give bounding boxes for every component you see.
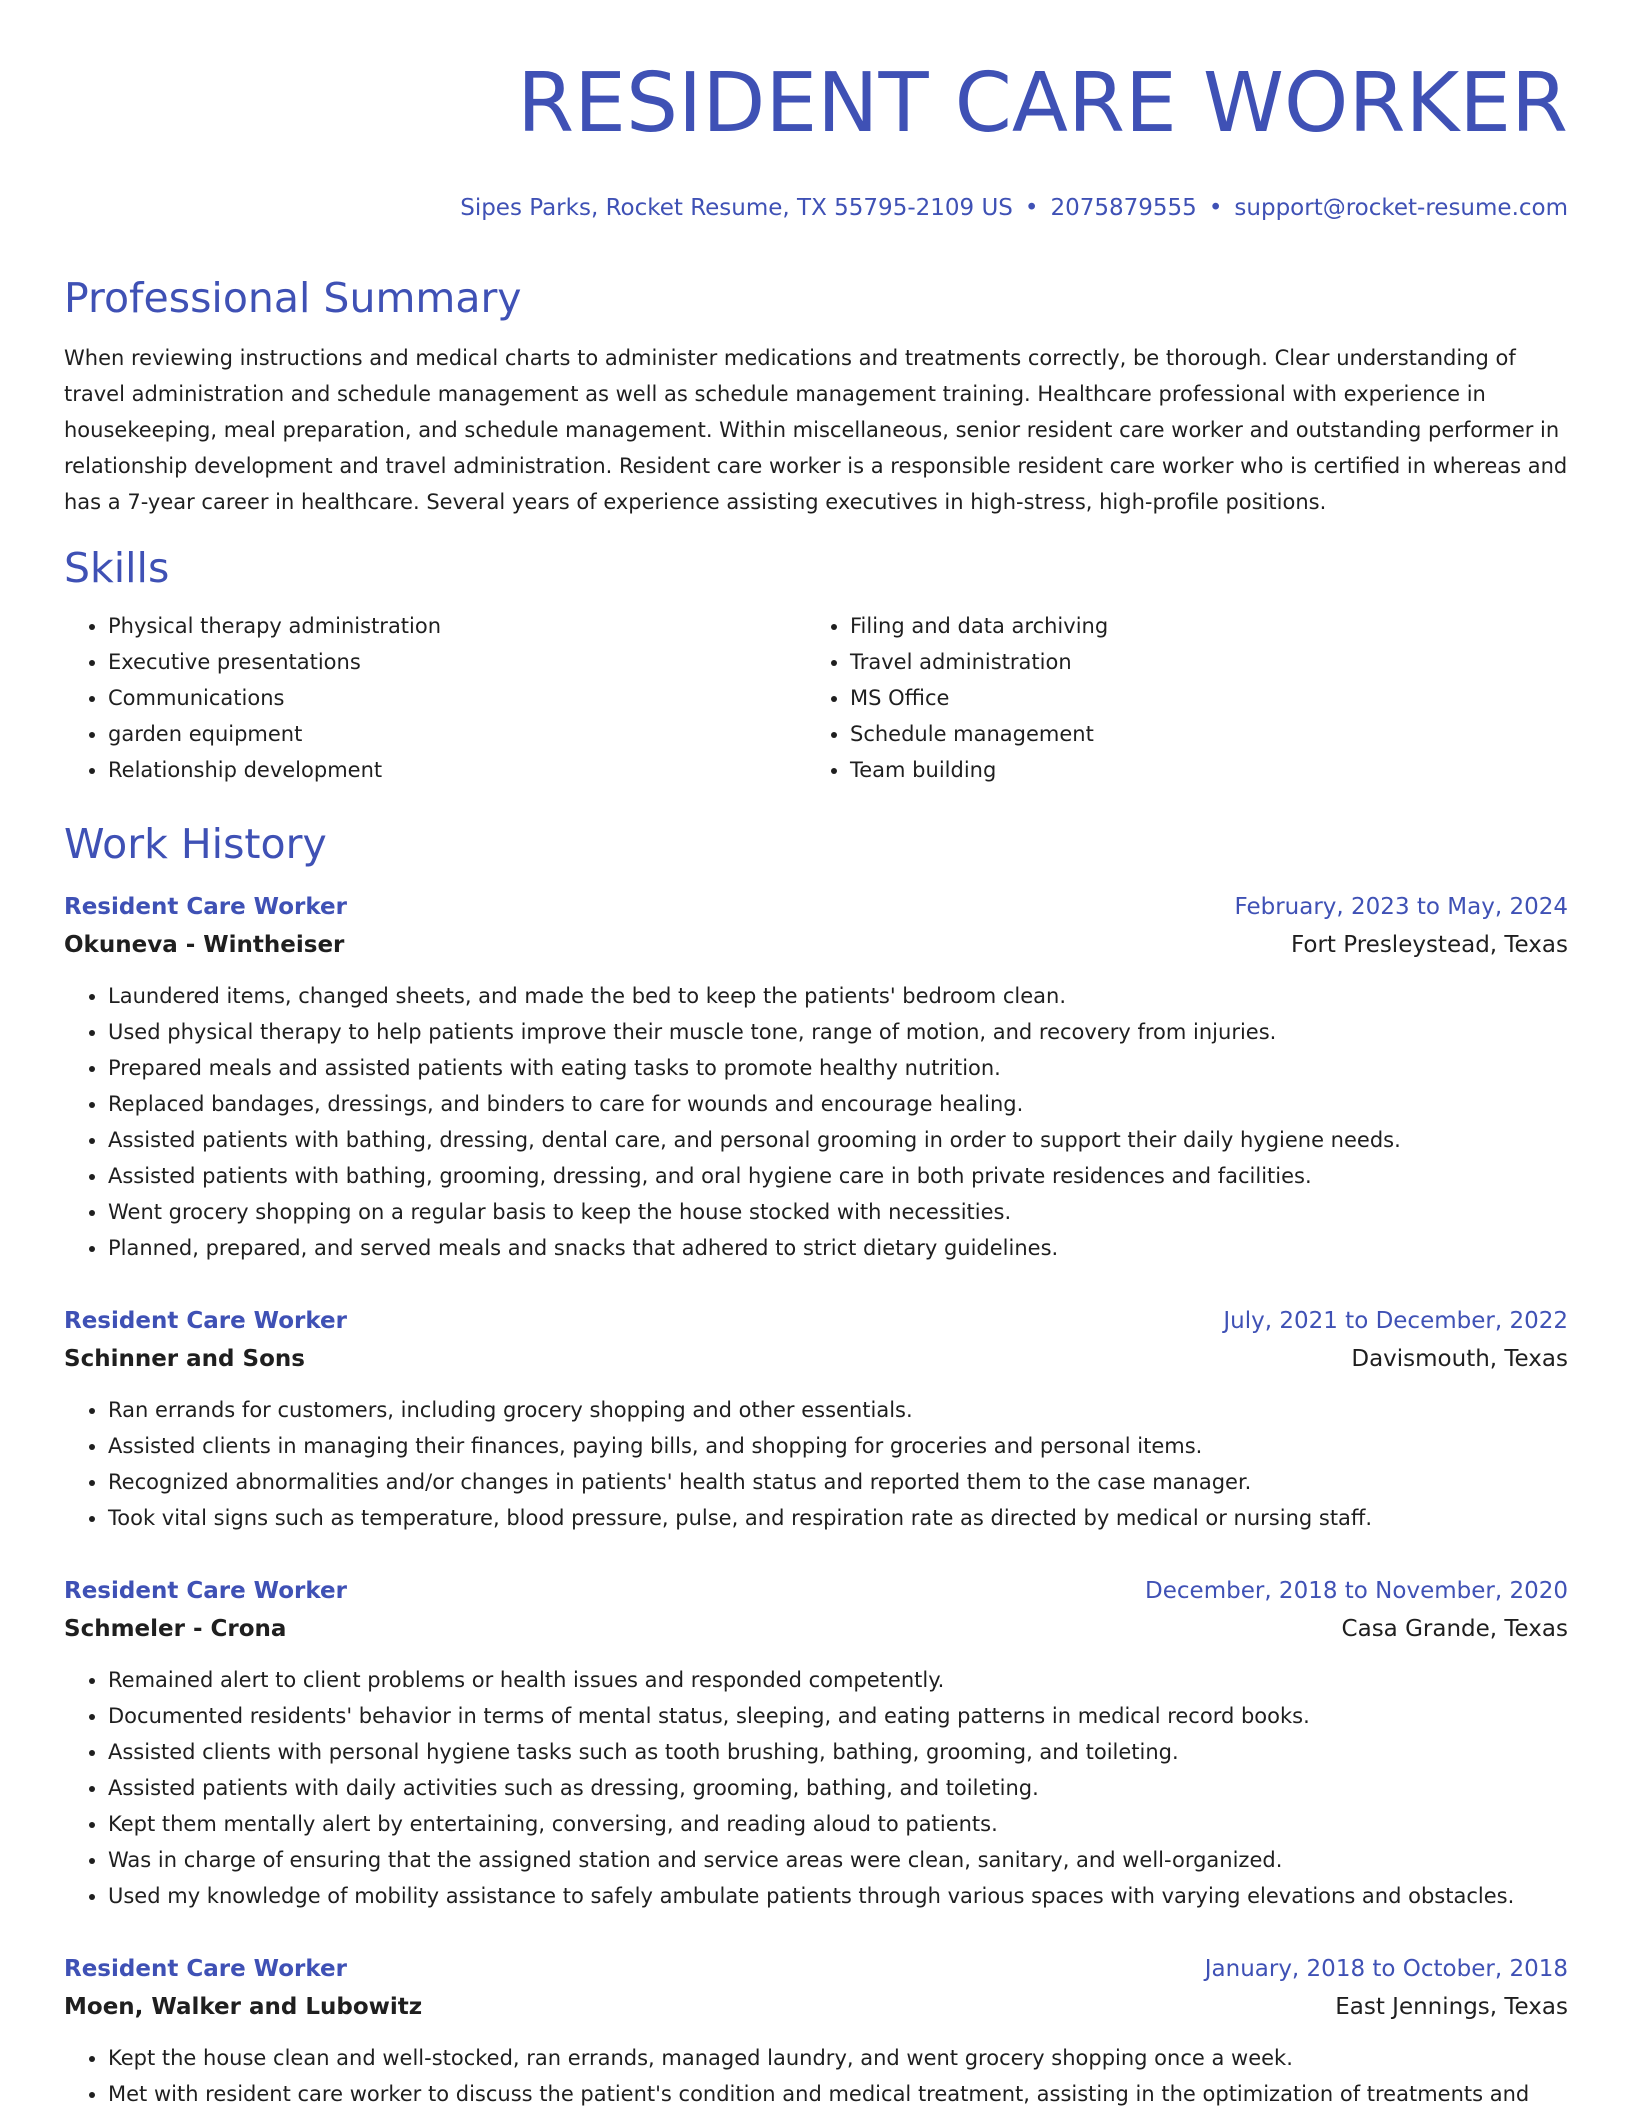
job-bullet: • Took vital signs such as temperature, blood pressure, pulse, and respiration rate as directed by medical or nursing staff. (108, 1500, 1568, 1536)
job-entry (64, 1302, 1568, 1536)
job-bullet: • Ran errands for customers, including grocery shopping and other essentials. (108, 1392, 1568, 1428)
job-company: Schmeler - Crona (64, 1616, 287, 1642)
summary-text: When reviewing instructions and medical charts to administer medications and treatments correctly, be thorough. Clear understanding of travel administration and schedule management as well as schedule management training. Healthcare professional with experience in housekeeping, meal preparation, and schedule management. Within miscellaneous, senior resident care worker and outstanding performer in relationship development and travel administration. Resident care worker is a responsible resident care worker who is certified in whereas and has a 7-year career in healthcare. Several years of experience assisting executives in high-stress, high-profile positions. (64, 346, 1568, 514)
skill-item: • garden equipment (108, 716, 806, 752)
job-bullet: • Planned, prepared, and served meals and snacks that adhered to strict dietary guidelines. (108, 1230, 1568, 1266)
job-header-row (64, 1572, 1568, 1610)
job-employer-row (64, 1610, 1568, 1648)
contact-line (64, 192, 1568, 224)
job-bullet: • Assisted patients with bathing, grooming, dressing, and oral hygiene care in both private residences and facilities. (108, 1158, 1568, 1194)
job-bullet: • Used physical therapy to help patients improve their muscle tone, range of motion, and recovery from injuries. (108, 1014, 1568, 1050)
job-location: Fort Presleystead, Texas (1290, 932, 1568, 958)
skill-item: • Schedule management (850, 716, 1548, 752)
skill-item: • Travel administration (850, 644, 1548, 680)
resume-name: RESIDENT CARE WORKER (517, 56, 1568, 151)
job-location: Casa Grande, Texas (1341, 1616, 1568, 1642)
contact-phone: 2075879555 (1050, 195, 1197, 221)
skills-list (64, 608, 1568, 788)
job-header-row (64, 1302, 1568, 1340)
job-bullets (64, 978, 1568, 1266)
job-bullet: • Prepared meals and assisted patients with eating tasks to promote healthy nutrition. (108, 1050, 1568, 1086)
job-bullet: • Documented residents' behavior in terms of mental status, sleeping, and eating patterns in medical record books. (108, 1698, 1568, 1734)
contact-separator: • (1208, 195, 1223, 221)
resume-page (64, 0, 1568, 2112)
skill-item: • MS Office (850, 680, 1548, 716)
job-bullet: • Laundered items, changed sheets, and made the bed to keep the patients' bedroom clean. (108, 978, 1568, 1014)
work-history-heading: Work History (64, 820, 327, 868)
job-employer-row (64, 926, 1568, 964)
job-bullet: • Went grocery shopping on a regular basis to keep the house stocked with necessities. (108, 1194, 1568, 1230)
job-company: Okuneva - Wintheiser (64, 932, 345, 958)
job-title: Resident Care Worker (64, 894, 347, 920)
job-header-row (64, 1950, 1568, 1988)
job-bullet: • Was in charge of ensuring that the assigned station and service areas were clean, sanitary, and well-organized. (108, 1842, 1568, 1878)
job-bullet: • Replaced bandages, dressings, and binders to care for wounds and encourage healing. (108, 1086, 1568, 1122)
skills-column-right (806, 608, 1548, 788)
job-company: Schinner and Sons (64, 1346, 305, 1372)
job-dates: February, 2023 to May, 2024 (1234, 894, 1568, 920)
skills-heading: Skills (64, 544, 170, 592)
skill-item: • Relationship development (108, 752, 806, 788)
job-bullet: • Kept the house clean and well-stocked, ran errands, managed laundry, and went grocery shopping once a week. (108, 2040, 1568, 2076)
job-entry (64, 1572, 1568, 1914)
job-title: Resident Care Worker (64, 1578, 347, 1604)
job-bullet: • Met with resident care worker to discuss the patient's condition and medical treatment, assisting in the optimization of treatments and (108, 2076, 1568, 2112)
contact-email[interactable]: support@rocket-resume.com (1234, 195, 1568, 221)
summary-heading: Professional Summary (64, 274, 522, 322)
job-title: Resident Care Worker (64, 1308, 347, 1334)
job-dates: July, 2021 to December, 2022 (1223, 1308, 1568, 1334)
skills-column-left (64, 608, 806, 788)
job-company: Moen, Walker and Lubowitz (64, 1994, 423, 2020)
job-location: East Jennings, Texas (1335, 1994, 1568, 2020)
skill-item: • Executive presentations (108, 644, 806, 680)
skill-item: • Team building (850, 752, 1548, 788)
job-title: Resident Care Worker (64, 1956, 347, 1982)
job-entry (64, 888, 1568, 1266)
job-bullet: • Recognized abnormalities and/or changes in patients' health status and reported them to the case manager. (108, 1464, 1568, 1500)
job-location: Davismouth, Texas (1351, 1346, 1568, 1372)
job-bullet: • Used my knowledge of mobility assistance to safely ambulate patients through various spaces with varying elevations and obstacles. (108, 1878, 1568, 1914)
job-bullets (64, 1392, 1568, 1536)
job-bullet: • Assisted patients with daily activities such as dressing, grooming, bathing, and toileting. (108, 1770, 1568, 1806)
skill-item: • Filing and data archiving (850, 608, 1548, 644)
job-bullet: • Assisted patients with bathing, dressing, dental care, and personal grooming in order to support their daily hygiene needs. (108, 1122, 1568, 1158)
job-bullet: • Kept them mentally alert by entertaining, conversing, and reading aloud to patients. (108, 1806, 1568, 1842)
job-employer-row (64, 1340, 1568, 1378)
job-dates: January, 2018 to October, 2018 (1204, 1956, 1568, 1982)
job-bullets (64, 1662, 1568, 1914)
job-header-row (64, 888, 1568, 926)
job-bullet: • Remained alert to client problems or health issues and responded competently. (108, 1662, 1568, 1698)
job-bullet: • Assisted clients with personal hygiene tasks such as tooth brushing, bathing, grooming, and toileting. (108, 1734, 1568, 1770)
contact-separator: • (1024, 195, 1039, 221)
skill-item: • Communications (108, 680, 806, 716)
skill-item: • Physical therapy administration (108, 608, 806, 644)
job-bullets (64, 2040, 1568, 2112)
job-dates: December, 2018 to November, 2020 (1145, 1578, 1568, 1604)
contact-address: Sipes Parks, Rocket Resume, TX 55795-2109 US (460, 195, 1013, 221)
job-entry (64, 1950, 1568, 2112)
job-bullet: • Assisted clients in managing their finances, paying bills, and shopping for groceries and personal items. (108, 1428, 1568, 1464)
job-employer-row (64, 1988, 1568, 2026)
